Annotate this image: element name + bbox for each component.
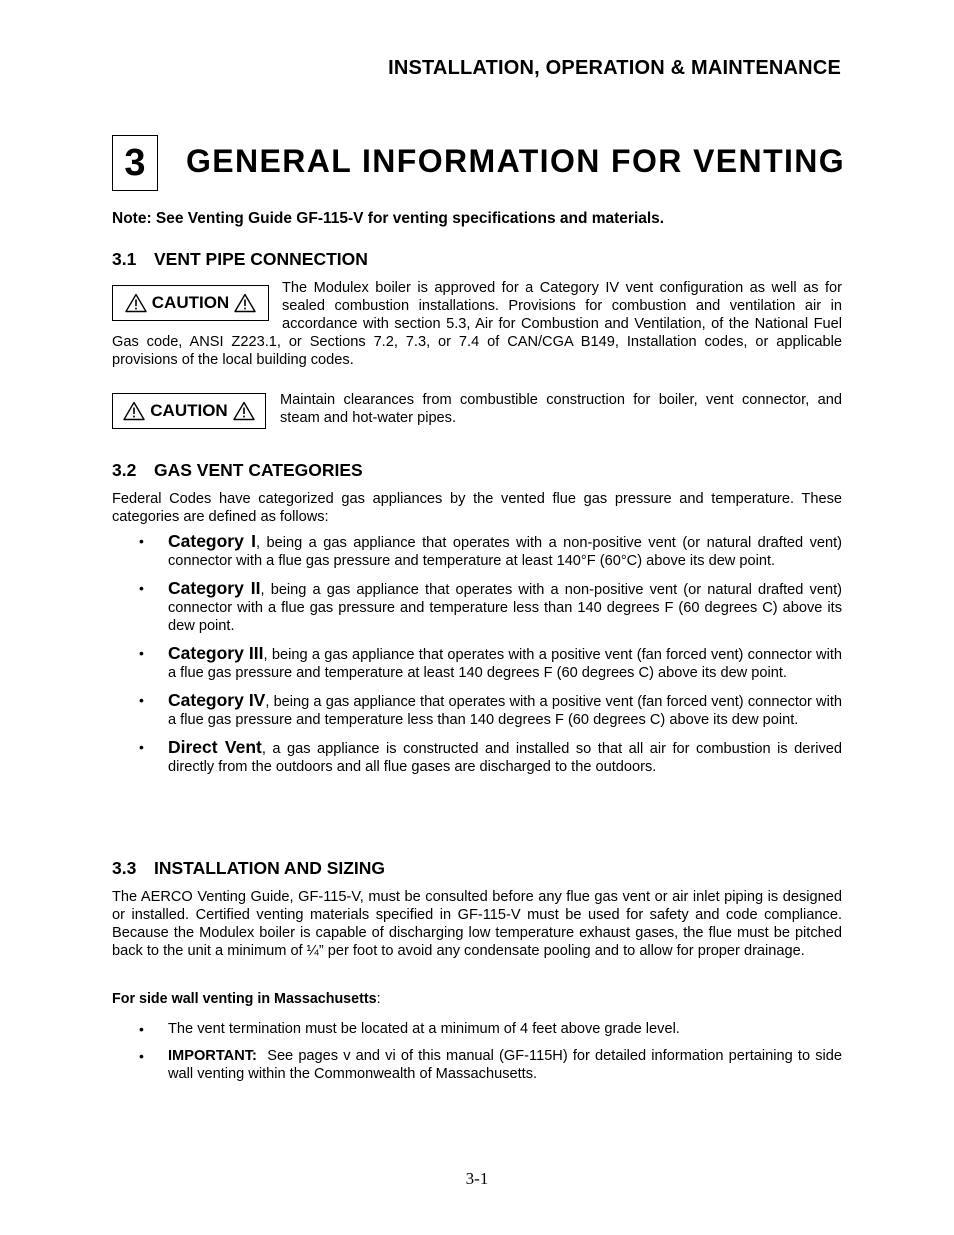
- massachusetts-label: For side wall venting in Massachusetts: [112, 991, 377, 1007]
- section-3-1-heading: [112, 249, 368, 270]
- category-term: Category I: [168, 531, 256, 551]
- bullet-icon: •: [139, 580, 144, 596]
- section-title: INSTALLATION AND SIZING: [154, 858, 386, 878]
- list-item: [112, 532, 842, 570]
- important-text: See pages v and vi of this manual (GF-115H) for detailed information pertaining to side wall venting within the Commonwealth of Massachusetts.: [168, 1048, 847, 1082]
- caution-1-text-wrap: [112, 279, 842, 369]
- list-item: [112, 691, 842, 729]
- list-item: [112, 1020, 842, 1038]
- bullet-icon: •: [139, 739, 144, 755]
- chapter-title: GENERAL INFORMATION FOR VENTING: [186, 143, 846, 179]
- venting-guide-note: Note: See Venting Guide GF-115-V for venting specifications and materials.: [112, 210, 665, 227]
- list-item: [112, 738, 842, 776]
- caution-box-2: [112, 393, 266, 429]
- vent-termination-text: The vent termination must be located at a minimum of 4 feet above grade level.: [168, 1021, 680, 1037]
- page-number: 3-1: [465, 1169, 489, 1188]
- massachusetts-list: [112, 1020, 847, 1092]
- list-item: [112, 579, 842, 635]
- warning-triangle-icon: [233, 401, 255, 421]
- category-term: Category IV: [168, 690, 266, 710]
- bullet-icon: •: [139, 645, 144, 661]
- category-definition: , being a gas appliance that operates with a positive vent (fan forced vent) connector with a flue gas pressure and temperature at least 140 degrees F (60 degrees C) above its dew point.: [168, 647, 842, 681]
- section-title: GAS VENT CATEGORIES: [154, 460, 363, 480]
- category-list: [112, 532, 842, 785]
- caution-1-text: The Modulex boiler is approved for a Category IV vent configuration as well as for sealed combustion installations. Provisions for combustion and ventilation air in accordance with section 5.3, Air for Combustion and Ventilation, of the National Fuel Gas code, ANSI Z223.1, or Sections 7.2, 7.3, or 7.4 of CAN/CGA B149, Installation codes, or applicable provisions of the local building codes.: [112, 280, 842, 368]
- category-definition: , being a gas appliance that operates with a non-positive vent (or natural drafted vent) connector with a flue gas pressure and temperature less than 140 degrees F (60 degrees C) above its dew point.: [168, 582, 842, 634]
- massachusetts-label-colon: :: [376, 991, 381, 1007]
- caution-label: CAUTION: [151, 293, 230, 312]
- header-title: INSTALLATION, OPERATION & MAINTENANCE: [388, 57, 841, 79]
- chapter-number-box: 3: [112, 135, 158, 191]
- caution-label: CAUTION: [150, 401, 228, 420]
- category-definition: , a gas appliance is constructed and installed so that all air for combustion is derived directly from the outdoors and all flue gases are discharged to the outdoors.: [168, 741, 842, 775]
- category-term: Category III: [168, 643, 264, 663]
- section-title: VENT PIPE CONNECTION: [154, 249, 368, 269]
- section-number: 3.3: [112, 858, 137, 878]
- warning-triangle-icon: [123, 401, 145, 421]
- bullet-icon: •: [139, 692, 144, 708]
- caution-2-text: Maintain clearances from combustible construction for boiler, vent connector, and steam and hot-water pipes.: [280, 392, 842, 426]
- category-definition: , being a gas appliance that operates with a non-positive vent (or natural drafted vent) connector with a flue gas pressure and temperature at least 140°F (60°C) above its dew point.: [168, 535, 843, 569]
- bullet-icon: •: [139, 1048, 144, 1064]
- section-number: 3.1: [112, 249, 137, 269]
- list-item: [112, 1047, 847, 1083]
- category-term: Direct Vent: [168, 737, 262, 757]
- categories-intro: Federal Codes have categorized gas appliances by the vented flue gas pressure and temperature. These categories are defined as follows:: [112, 491, 842, 525]
- bullet-icon: •: [139, 533, 144, 549]
- category-definition: , being a gas appliance that operates with a positive vent (fan forced vent) connector with a flue gas pressure and temperature less than 140 degrees F (60 degrees C) above its dew point.: [168, 694, 843, 728]
- massachusetts-subheading: [112, 991, 381, 1007]
- installation-paragraph: The AERCO Venting Guide, GF-115-V, must be consulted before any flue gas vent or air inlet piping is designed or installed. Certified venting materials specified in GF-115-V must be used for safety and code compliance. Because the Modulex boiler is capable of discharging low temperature exhaust gases, the flue must be pitched back to the unit a minimum of ¼” per foot to avoid any condensate pooling and to allow for proper drainage.: [112, 889, 842, 959]
- category-term: Category II: [168, 578, 261, 598]
- section-3-3-heading: [112, 858, 385, 879]
- list-item: [112, 644, 842, 682]
- caution-box-float-spacer: [112, 279, 282, 331]
- important-label: IMPORTANT:: [168, 1048, 257, 1064]
- section-3-2-heading: [112, 460, 363, 481]
- bullet-icon: •: [139, 1021, 144, 1037]
- section-number: 3.2: [112, 460, 137, 480]
